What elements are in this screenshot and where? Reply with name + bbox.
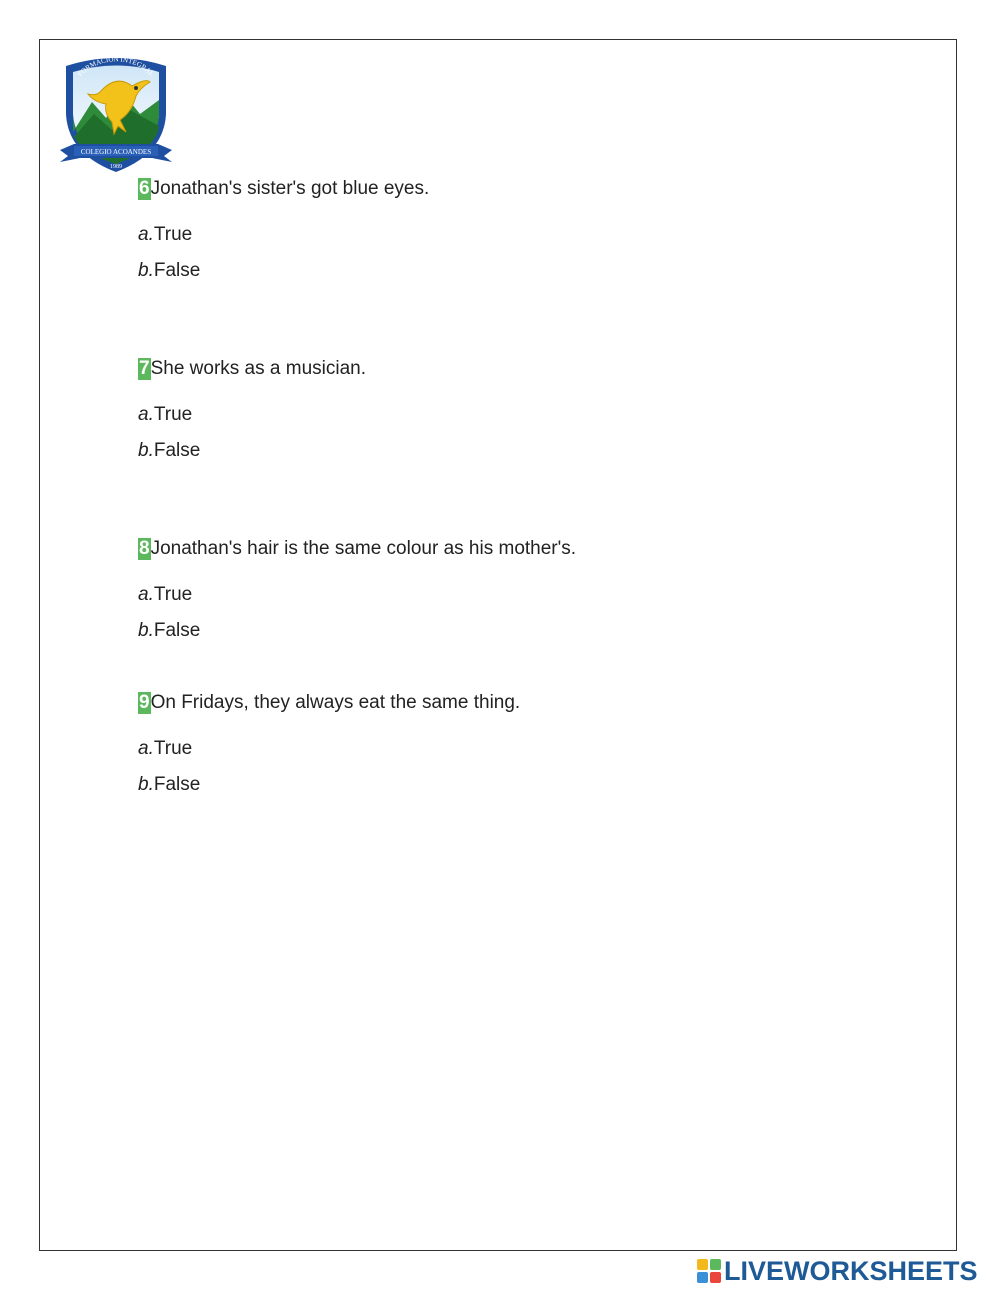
svg-text:COLEGIO ACOANDES: COLEGIO ACOANDES [80, 148, 152, 156]
liveworksheets-blocks-icon [697, 1259, 721, 1283]
question-number-badge: 7 [139, 358, 150, 379]
question-text: Jonathan's hair is the same colour as his mother's. [150, 538, 577, 559]
option-a-true[interactable]: a.True [138, 738, 193, 759]
question-7 [138, 357, 366, 381]
question-number-badge: 9 [139, 692, 150, 713]
option-b-false[interactable]: b.False [138, 260, 201, 281]
option-b-false[interactable]: b.False [138, 440, 201, 461]
school-crest-logo [60, 52, 172, 176]
question-9 [138, 691, 520, 715]
option-a-true[interactable]: a.True [138, 584, 193, 605]
question-text: On Fridays, they always eat the same thing. [150, 692, 521, 713]
worksheet-page [39, 39, 957, 1251]
svg-text:1989: 1989 [110, 164, 122, 170]
svg-text:FORMACIÓN INTEGRAL: FORMACIÓN INTEGRAL [76, 55, 156, 79]
question-text: She works as a musician. [150, 358, 366, 379]
question-text: Jonathan's sister's got blue eyes. [150, 178, 430, 199]
option-b-false[interactable]: b.False [138, 774, 201, 795]
question-number-badge: 8 [139, 538, 150, 559]
question-6 [138, 177, 429, 201]
option-b-false[interactable]: b.False [138, 620, 201, 641]
question-8 [138, 537, 576, 561]
liveworksheets-brand-text: LIVEWORKSHEETS [724, 1255, 978, 1286]
liveworksheets-logo[interactable] [697, 1256, 978, 1286]
question-number-badge: 6 [139, 178, 150, 199]
option-a-true[interactable]: a.True [138, 224, 193, 245]
option-a-true[interactable]: a.True [138, 404, 193, 425]
